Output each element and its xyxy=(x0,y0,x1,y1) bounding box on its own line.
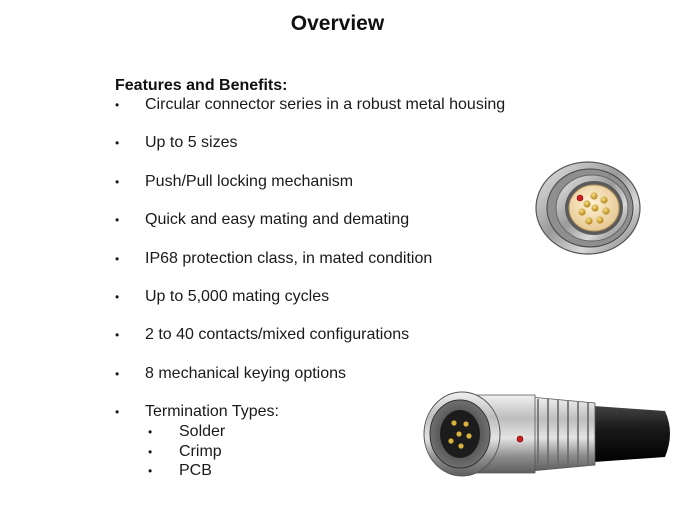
bullet-icon: • xyxy=(115,328,120,342)
termination-type-text: Solder xyxy=(179,423,226,440)
bullet-icon: • xyxy=(115,98,120,112)
feature-text: 2 to 40 contacts/mixed configurations xyxy=(145,326,410,343)
feature-text: Termination Types: xyxy=(145,403,279,420)
feature-text: Push/Pull locking mechanism xyxy=(145,173,354,190)
bullet-icon: • xyxy=(148,425,153,439)
plug-connector-image xyxy=(410,383,675,483)
feature-text: 8 mechanical keying options xyxy=(145,365,347,382)
bullet-icon: • xyxy=(115,367,120,381)
receptacle-connector-image xyxy=(532,158,644,258)
bullet-icon: • xyxy=(148,464,153,478)
bullet-icon: • xyxy=(115,136,120,150)
feature-text: Up to 5,000 mating cycles xyxy=(145,288,330,305)
feature-text: Quick and easy mating and demating xyxy=(145,211,410,228)
bullet-icon: • xyxy=(115,290,120,304)
termination-type-text: PCB xyxy=(179,462,212,479)
slide-title: Overview xyxy=(290,12,385,35)
feature-text: Up to 5 sizes xyxy=(145,134,238,151)
bullet-icon: • xyxy=(115,405,120,419)
bullet-icon: • xyxy=(115,213,120,227)
section-heading: Features and Benefits: xyxy=(115,77,288,94)
bullet-icon: • xyxy=(148,445,153,459)
feature-text: IP68 protection class, in mated condition xyxy=(145,250,433,267)
feature-text: Circular connector series in a robust metal housing xyxy=(145,96,506,113)
bullet-icon: • xyxy=(115,252,120,266)
termination-type-text: Crimp xyxy=(179,443,222,460)
bullet-icon: • xyxy=(115,175,120,189)
